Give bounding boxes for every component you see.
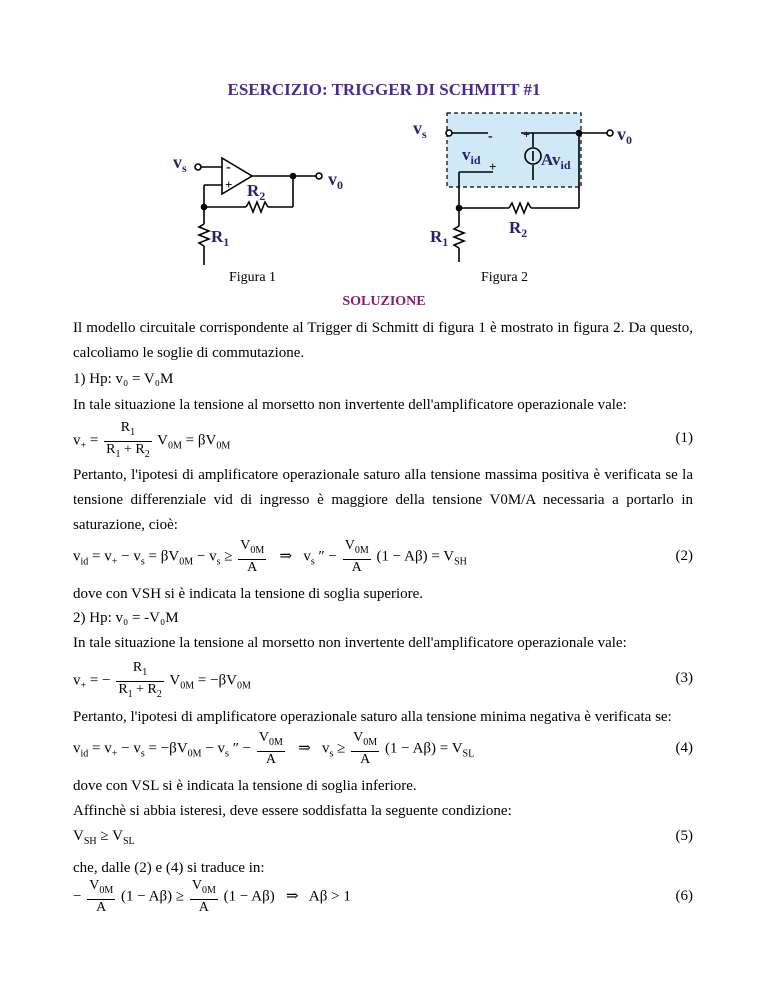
paragraph-situation-2: In tale situazione la tensione al morsetto non invertente dell'amplificatore operazionale vale: bbox=[73, 635, 627, 651]
equation-5: $V_{SH} \ge V_{SL}$ (5) bbox=[73, 828, 693, 847]
equation-3: $v_+$ = − $\frac{R_1}{R_1 + R_2}$ $V_{0M} = -\beta V_{0M}$ (3) bbox=[73, 660, 693, 700]
fig2-source-plus: + bbox=[523, 127, 530, 141]
fig1-v0-label: $v_0$ bbox=[328, 169, 343, 192]
fig2-v0-label: $v_0$ bbox=[617, 124, 632, 147]
equation-5-number: (5) bbox=[675, 828, 693, 844]
equation-1-number: (1) bbox=[675, 430, 693, 446]
fig2-r2-label: $R_2$ bbox=[509, 218, 528, 240]
hypothesis-1: 1) Hp: v₀ = V₀M bbox=[73, 371, 174, 387]
paragraph-intro: Il modello circuitale corrispondente al Trigger di Schmitt di figura 1 è mostrato in figura 2. Da questo, calcoliamo le soglie di commutazione. bbox=[73, 320, 693, 361]
equation-2-number: (2) bbox=[675, 548, 693, 564]
page-title: ESERCIZIO: TRIGGER DI SCHMITT #1 bbox=[227, 80, 541, 99]
paragraph-che: che, dalle (2) e (4) si traduce in: bbox=[73, 860, 265, 876]
paragraph-dove-2: dove con VSL si è indicata la tensione di soglia inferiore. bbox=[73, 778, 417, 794]
equation-4-number: (4) bbox=[675, 740, 693, 756]
fig1-r2-label: $R_2$ bbox=[247, 181, 266, 203]
equation-4: $v_{id} = v_+ - v_s = -\beta V_{0M} - v_s$ ″ − $\frac{V_{0M}}{A}$ ⇒ $v_s$ ≥ $\frac{V_{0M}}{A}$ $(1 - A\beta) = V_{SL}$ (4) bbox=[73, 730, 693, 767]
equation-1: $v_+$ = $\frac{R_1}{R_1 + R_2}$ $V_{0M} = \beta V_{0M}$ (1) bbox=[73, 420, 693, 460]
fig2-plus-sign: + bbox=[489, 159, 497, 174]
paragraph-affinche: Affinchè si abbia isteresi, deve essere soddisfatta la seguente condizione: bbox=[73, 803, 512, 819]
fig1-r1-label: $R_1$ bbox=[211, 227, 230, 249]
hypothesis-2: 2) Hp: v₀ = -V₀M bbox=[73, 610, 179, 626]
paragraph-pertanto-1: Pertanto, l'ipotesi di amplificatore operazionale saturo alla tensione massima positiva è verificata se la tensione differenziale vid di ingresso è maggiore della tensione V0M/A necessaria a portarlo in saturazione, cioè: bbox=[73, 467, 693, 533]
paragraph-pertanto-2: Pertanto, l'ipotesi di amplificatore operazionale saturo alla tensione minima negativa è verificata se: bbox=[73, 709, 672, 725]
fig1-vs-label: $v_s$ bbox=[173, 152, 187, 175]
equation-6: − $\frac{V_{0M}}{A}$ (1 − Aβ) ≥ $\frac{V_{0M}}{A}$ (1 − Aβ) ⇒ Aβ > 1 (6) bbox=[73, 878, 693, 915]
fig2-avid-label: $Av_{id}$ bbox=[541, 150, 571, 172]
fig1-plus-sign: + bbox=[225, 177, 233, 192]
equation-6-number: (6) bbox=[675, 888, 693, 904]
fig2-vid-label: $v_{id}$ bbox=[462, 145, 481, 167]
fig2-minus-sign: - bbox=[488, 129, 493, 144]
equation-2: $v_{id} = v_+ - v_s = \beta V_{0M} - v_s$ ≥ $\frac{V_{0M}}{A}$ ⇒ $v_s$ ″ − $\frac{V_{0M}}{A}$ $(1 - A\beta) = V_{SH}$ (2) bbox=[73, 538, 693, 575]
figure-1-caption: Figura 1 bbox=[229, 270, 277, 285]
soluzione-heading: SOLUZIONE bbox=[342, 294, 426, 309]
figure-2-caption: Figura 2 bbox=[481, 270, 529, 285]
fig2-r1-label: $R_1$ bbox=[430, 227, 449, 249]
paragraph-dove-1: dove con VSH si è indicata la tensione di soglia superiore. bbox=[73, 586, 424, 602]
fig2-vs-label: $v_s$ bbox=[413, 118, 427, 141]
equation-3-number: (3) bbox=[675, 670, 693, 686]
fig1-wires bbox=[195, 158, 322, 265]
fig1-minus-sign: - bbox=[226, 160, 231, 175]
paragraph-situation-1: In tale situazione la tensione al morsetto non invertente dell'amplificatore operazionale vale: bbox=[73, 397, 627, 413]
